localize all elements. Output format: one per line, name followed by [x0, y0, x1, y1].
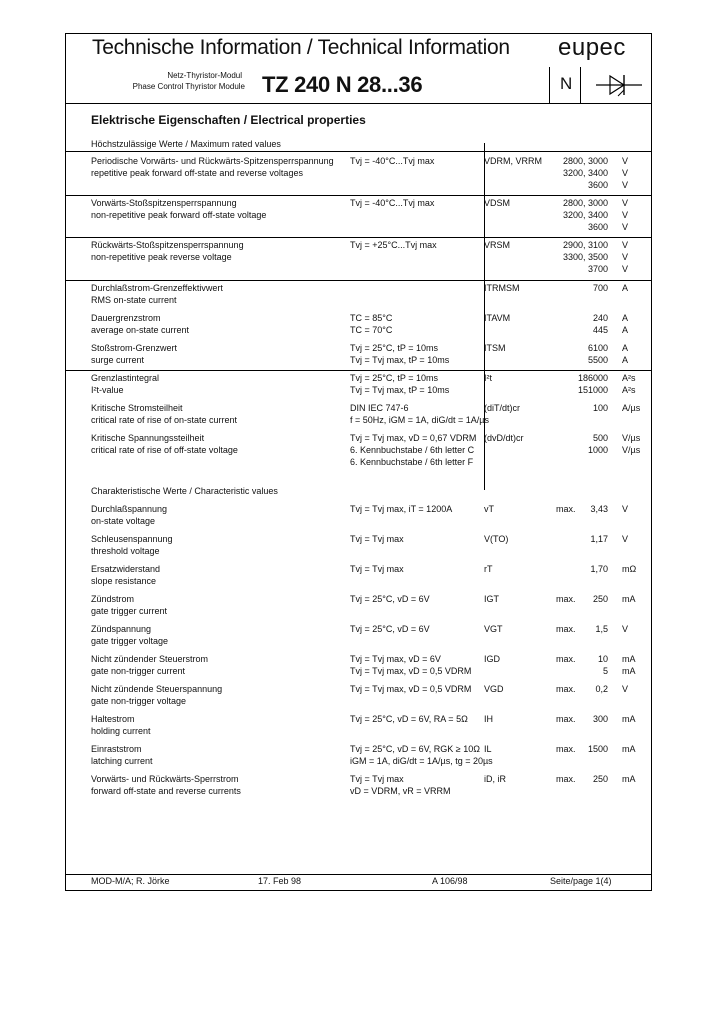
part-number: TZ 240 N 28...36: [262, 72, 423, 97]
param-value-line: 2800, 3000: [562, 198, 608, 208]
param-unit-line: mA: [622, 744, 636, 754]
param-value: [595, 683, 608, 695]
test-condition-line: iGM = 1A, diG/dt = 1A/µs, tg = 20µs: [350, 756, 493, 766]
param-description-line: threshold voltage: [91, 546, 160, 556]
param-description-line: Zündspannung: [91, 624, 152, 634]
characteristic-caption: Charakteristische Werte / Characteristic values: [91, 486, 278, 496]
param-description: [91, 683, 222, 707]
param-value-line: 6100: [587, 343, 608, 353]
param-description-line: RMS on-state current: [91, 295, 177, 305]
param-description-line: Ersatzwiderstand: [91, 564, 161, 574]
param-value-line: 3200, 3400: [562, 210, 608, 220]
param-symbol: vT: [484, 504, 494, 514]
param-description-line: Durchlaßstrom-Grenzeffektivwert: [91, 283, 223, 293]
param-value: [593, 593, 608, 605]
test-condition: [350, 197, 434, 209]
param-description-line: I²t-value: [91, 385, 124, 395]
param-value-line: 186000: [577, 373, 608, 383]
param-symbol: ITAVM: [484, 313, 511, 323]
param-symbol: ITSM: [484, 343, 506, 353]
param-description-line: Schleusenspannung: [91, 534, 173, 544]
caption-divider: [65, 151, 652, 152]
param-description: [91, 402, 237, 426]
param-value-line: 445: [592, 325, 608, 335]
param-unit-line: V: [622, 156, 629, 166]
param-description-line: Nicht zündender Steuerstrom: [91, 654, 209, 664]
param-description-line: Einraststrom: [91, 744, 142, 754]
param-unit: [622, 402, 640, 414]
test-condition-line: Tvj = 25°C, tP = 10ms: [350, 343, 438, 353]
row-divider: [65, 237, 652, 238]
param-unit: [622, 563, 636, 575]
param-unit-line: A²s: [622, 373, 636, 383]
param-unit-line: V: [622, 180, 629, 190]
param-unit: [622, 197, 628, 233]
param-qualifier: max.: [556, 504, 576, 514]
param-description: [91, 197, 266, 221]
param-unit-line: V: [622, 222, 629, 232]
footer-date: 17. Feb 98: [258, 876, 302, 886]
param-unit-line: V: [622, 252, 629, 262]
param-description-line: Grenzlastintegral: [91, 373, 160, 383]
param-description-line: gate trigger current: [91, 606, 168, 616]
row-divider: [65, 280, 652, 281]
param-symbol: VGT: [484, 624, 503, 634]
param-value-line: 2800, 3000: [562, 156, 608, 166]
param-unit-line: A: [622, 343, 629, 353]
test-condition: [350, 432, 476, 468]
test-condition-line: 6. Kennbuchstabe / 6th letter F: [350, 457, 474, 467]
param-description-line: surge current: [91, 355, 145, 365]
param-description: [91, 773, 241, 797]
test-condition-line: TC = 70°C: [350, 325, 393, 335]
test-condition-line: Tvj = +25°C...Tvj max: [350, 240, 437, 250]
param-value-line: 0,2: [595, 684, 608, 694]
param-description-line: gate non-trigger current: [91, 666, 186, 676]
row-divider: [65, 195, 652, 196]
param-unit-line: A: [622, 283, 629, 293]
test-condition-line: Tvj = 25°C, tP = 10ms: [350, 373, 438, 383]
footer-doc-id: A 106/98: [432, 876, 468, 886]
param-description: [91, 503, 167, 527]
param-description: [91, 623, 168, 647]
param-qualifier: max.: [556, 774, 576, 784]
param-description-line: Haltestrom: [91, 714, 135, 724]
param-description: [91, 713, 151, 737]
param-symbol: VDSM: [484, 198, 511, 208]
param-symbol: IH: [484, 714, 493, 724]
param-unit-line: V: [622, 534, 629, 544]
test-condition: [350, 533, 404, 545]
param-description-line: critical rate of rise of on-state current: [91, 415, 238, 425]
param-description-line: slope resistance: [91, 576, 157, 586]
param-unit-line: V: [622, 198, 629, 208]
param-unit-line: V: [622, 624, 629, 634]
test-condition: [350, 239, 437, 251]
subtitle-en: Phase Control Thyristor Module: [132, 82, 245, 91]
param-value-line: 300: [592, 714, 608, 724]
param-description-line: latching current: [91, 756, 153, 766]
param-description-line: Nicht zündende Steuerspannung: [91, 684, 223, 694]
param-unit: [622, 503, 628, 515]
test-condition-line: Tvj = Tvj max: [350, 534, 404, 544]
test-condition-line: Tvj = Tvj max: [350, 774, 404, 784]
param-unit: [622, 623, 628, 635]
test-condition-line: vD = VDRM, vR = VRRM: [350, 786, 451, 796]
param-value: [563, 239, 608, 275]
param-unit-line: mA: [622, 714, 636, 724]
param-unit: [622, 342, 628, 366]
param-unit-line: V/µs: [622, 445, 641, 455]
param-qualifier: max.: [556, 594, 576, 604]
param-value-line: 5500: [587, 355, 608, 365]
param-qualifier: max.: [556, 654, 576, 664]
param-symbol: rT: [484, 564, 493, 574]
test-condition: [350, 623, 430, 635]
param-value-line: 700: [592, 283, 608, 293]
test-condition: [350, 503, 452, 515]
test-condition-line: Tvj = Tvj max, vD = 0,67 VDRM: [350, 433, 477, 443]
param-value: [563, 155, 608, 191]
param-value-line: 250: [592, 774, 608, 784]
param-unit-line: V/µs: [622, 433, 641, 443]
param-unit: [622, 432, 640, 456]
param-description-line: Dauergrenzstrom: [91, 313, 161, 323]
test-condition-line: Tvj = 25°C, vD = 6V, RA = 5Ω: [350, 714, 468, 724]
param-description-line: Stoßstrom-Grenzwert: [91, 343, 178, 353]
footer-author: MOD-M/A; R. Jörke: [91, 876, 170, 886]
param-symbol: VGD: [484, 684, 504, 694]
param-qualifier: max.: [556, 714, 576, 724]
row-divider: [65, 370, 652, 371]
param-description-line: Kritische Stromsteilheit: [91, 403, 183, 413]
param-value-line: 3,43: [590, 504, 608, 514]
param-value: [595, 623, 608, 635]
param-unit: [622, 372, 636, 396]
param-value: [563, 197, 608, 233]
param-value: [593, 713, 608, 725]
param-value-line: 2900, 3100: [562, 240, 608, 250]
test-condition: [350, 653, 471, 677]
param-unit-line: V: [622, 264, 629, 274]
param-description-line: Kritische Spannungssteilheit: [91, 433, 205, 443]
param-unit: [622, 239, 628, 275]
param-value-line: 500: [592, 433, 608, 443]
param-description-line: holding current: [91, 726, 151, 736]
test-condition-line: TC = 85°C: [350, 313, 393, 323]
param-unit: [622, 743, 636, 755]
eupec-logo: eupec: [558, 34, 626, 61]
param-symbol: ITRMSM: [484, 283, 520, 293]
param-description: [91, 372, 159, 396]
param-value: [578, 372, 608, 396]
page-title: Technische Information / Technical Information: [92, 36, 510, 59]
param-unit-line: mA: [622, 774, 636, 784]
param-unit-line: V: [622, 210, 629, 220]
param-description-line: forward off-state and reverse currents: [91, 786, 241, 796]
param-value-line: 1000: [587, 445, 608, 455]
param-description: [91, 653, 208, 677]
param-description-line: average on-state current: [91, 325, 190, 335]
thyristor-icon: [596, 72, 642, 98]
param-unit: [622, 593, 636, 605]
test-condition-line: Tvj = Tvj max, vD = 0,5 VDRM: [350, 684, 472, 694]
param-value: [588, 743, 608, 755]
param-symbol: IGT: [484, 594, 499, 604]
param-qualifier: max.: [556, 744, 576, 754]
test-condition-line: Tvj = Tvj max, vD = 6V: [350, 654, 441, 664]
test-condition: [350, 593, 430, 605]
param-value: [590, 533, 608, 545]
param-description-line: non-repetitive peak reverse voltage: [91, 252, 232, 262]
test-condition-line: Tvj = 25°C, vD = 6V, RGK ≥ 10Ω: [350, 744, 480, 754]
param-value-line: 151000: [577, 385, 608, 395]
test-condition-line: Tvj = Tvj max, vD = 0,5 VDRM: [350, 666, 472, 676]
param-value-line: 100: [592, 403, 608, 413]
param-unit-line: A/µs: [622, 403, 641, 413]
param-unit-line: mA: [622, 654, 636, 664]
param-description: [91, 342, 177, 366]
param-qualifier: max.: [556, 684, 576, 694]
param-unit: [622, 155, 628, 191]
param-unit: [622, 312, 628, 336]
param-description-line: Durchlaßspannung: [91, 504, 168, 514]
type-letter: N: [560, 74, 573, 93]
param-value-line: 10: [597, 654, 608, 664]
param-description-line: Rückwärts-Stoßspitzensperrspannung: [91, 240, 244, 250]
param-unit: [622, 533, 628, 545]
test-condition-line: Tvj = Tvj max, tP = 10ms: [350, 385, 450, 395]
param-description-line: gate non-trigger voltage: [91, 696, 187, 706]
param-unit-line: V: [622, 684, 629, 694]
param-unit-line: V: [622, 168, 629, 178]
param-value-line: 3600: [587, 180, 608, 190]
param-unit-line: mA: [622, 594, 636, 604]
test-condition-line: Tvj = 25°C, vD = 6V: [350, 594, 430, 604]
max-rated-caption: Höchstzulässige Werte / Maximum rated values: [91, 139, 281, 149]
param-description-line: Zündstrom: [91, 594, 135, 604]
param-value: [590, 503, 608, 515]
param-unit-line: V: [622, 240, 629, 250]
param-unit: [622, 683, 628, 695]
param-description: [91, 533, 173, 557]
param-description-line: non-repetitive peak forward off-state voltage: [91, 210, 267, 220]
param-unit-line: mA: [622, 666, 636, 676]
param-unit-line: A: [622, 313, 629, 323]
param-description: [91, 312, 189, 336]
param-value: [593, 282, 608, 294]
test-condition: [350, 713, 468, 725]
test-condition-line: Tvj = Tvj max: [350, 564, 404, 574]
param-description: [91, 593, 167, 617]
param-value: [593, 402, 608, 414]
param-value: [593, 312, 608, 336]
section-title: Elektrische Eigenschaften / Electrical properties: [91, 113, 366, 127]
param-description-line: repetitive peak forward off-state and reverse voltages: [91, 168, 303, 178]
test-condition: [350, 743, 493, 767]
param-description: [91, 743, 153, 767]
param-unit-line: A: [622, 355, 629, 365]
param-unit: [622, 713, 636, 725]
subtitle-de: Netz-Thyristor-Modul: [167, 71, 242, 80]
param-value-line: 3300, 3500: [562, 252, 608, 262]
test-condition-line: Tvj = 25°C, vD = 6V: [350, 624, 430, 634]
param-description: [91, 155, 334, 179]
test-condition: [350, 155, 434, 167]
param-symbol: IGD: [484, 654, 501, 664]
param-unit-line: A: [622, 325, 629, 335]
param-symbol: VRSM: [484, 240, 511, 250]
test-condition: [350, 372, 449, 396]
param-unit-line: A²s: [622, 385, 636, 395]
param-symbol: (diT/dt)cr: [484, 403, 520, 413]
test-condition-line: f = 50Hz, iGM = 1A, diG/dt = 1A/µs: [350, 415, 489, 425]
footer-page: Seite/page 1(4): [550, 876, 612, 886]
param-symbol: I²t: [484, 373, 492, 383]
param-description: [91, 239, 244, 263]
test-condition-line: Tvj = -40°C...Tvj max: [350, 198, 435, 208]
param-value: [588, 432, 608, 456]
param-unit-line: V: [622, 504, 629, 514]
param-value: [588, 342, 608, 366]
param-description-line: gate trigger voltage: [91, 636, 169, 646]
param-value-line: 1,5: [595, 624, 608, 634]
param-description-line: Vorwärts-Stoßspitzensperrspannung: [91, 198, 237, 208]
param-value-line: 3200, 3400: [562, 168, 608, 178]
test-condition-line: 6. Kennbuchstabe / 6th letter C: [350, 445, 475, 455]
test-condition: [350, 402, 489, 426]
param-value: [593, 773, 608, 785]
param-symbol: iD, iR: [484, 774, 506, 784]
param-value-line: 3700: [587, 264, 608, 274]
param-value-line: 250: [592, 594, 608, 604]
param-symbol: (dvD/dt)cr: [484, 433, 524, 443]
param-value-line: 1500: [587, 744, 608, 754]
test-condition: [350, 683, 471, 695]
param-value-line: 5: [602, 666, 608, 676]
param-qualifier: max.: [556, 624, 576, 634]
param-description-line: on-state voltage: [91, 516, 156, 526]
param-description: [91, 432, 238, 456]
test-condition: [350, 342, 449, 366]
param-description-line: critical rate of rise of off-state voltage: [91, 445, 238, 455]
param-value: [590, 563, 608, 575]
test-condition-line: DIN IEC 747-6: [350, 403, 409, 413]
param-unit: [622, 282, 628, 294]
param-value-line: 240: [592, 313, 608, 323]
param-symbol: VDRM, VRRM: [484, 156, 542, 166]
param-value-line: 1,17: [590, 534, 608, 544]
param-value: [598, 653, 608, 677]
param-description: [91, 563, 160, 587]
param-description: [91, 282, 223, 306]
header-divider: [65, 103, 652, 104]
test-condition-line: Tvj = -40°C...Tvj max: [350, 156, 435, 166]
param-symbol: IL: [484, 744, 492, 754]
test-condition: [350, 312, 392, 336]
test-condition: [350, 773, 451, 797]
param-description-line: Periodische Vorwärts- und Rückwärts-Spitzensperrspannung: [91, 156, 334, 166]
footer-divider: [65, 874, 652, 875]
param-value-line: 3600: [587, 222, 608, 232]
test-condition: [350, 563, 404, 575]
test-condition-line: Tvj = Tvj max, tP = 10ms: [350, 355, 450, 365]
param-unit: [622, 653, 636, 677]
param-description-line: Vorwärts- und Rückwärts-Sperrstrom: [91, 774, 239, 784]
param-symbol: V(TO): [484, 534, 509, 544]
param-unit-line: mΩ: [622, 564, 637, 574]
param-value-line: 1,70: [590, 564, 608, 574]
param-unit: [622, 773, 636, 785]
test-condition-line: Tvj = Tvj max, iT = 1200A: [350, 504, 453, 514]
